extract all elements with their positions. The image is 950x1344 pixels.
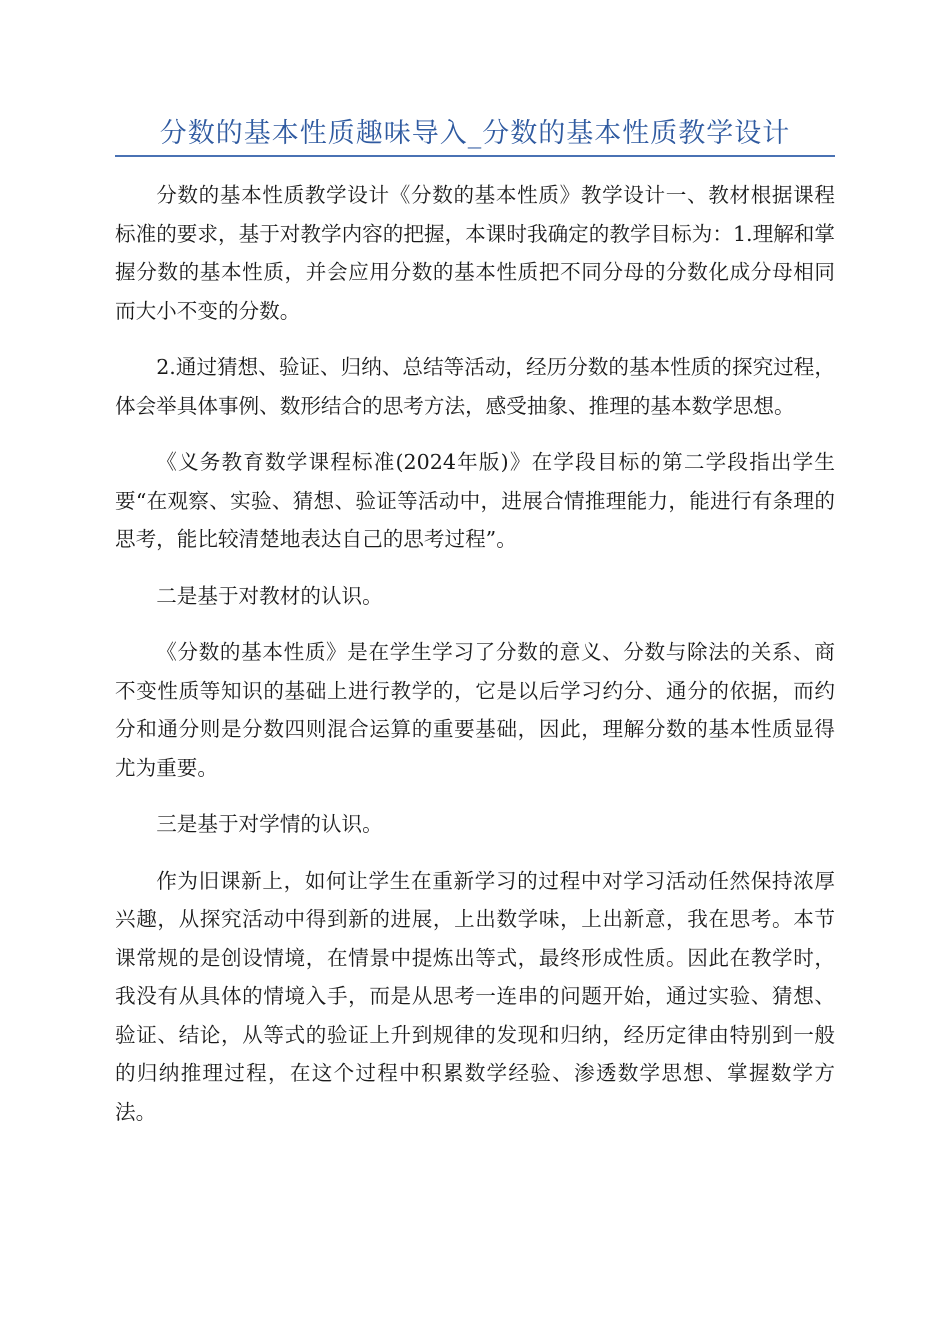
paragraph-3: 《义务教育数学课程标准(2024年版)》在学段目标的第二学段指出学生要“在观察、实验、猜想、验证等活动中，进展合情推理能力，能进行有条理的思考，能比较清楚地表达自己的思考过程”。 [115, 450, 835, 551]
paragraph-7: 作为旧课新上，如何让学生在重新学习的过程中对学习活动任然保持浓厚兴趣，从探究活动中得到新的进展，上出数学味，上出新意，我在思考。本节课常规的是创设情境，在情景中提炼出等式，最终形成性质。因此在教学时，我没有从具体的情境入手，而是从思考一连串的问题开始，通过实验、猜想、验证、结论，从等式的验证上升到规律的发现和归纳，经历定律由特别到一般的归纳推理过程，在这个过程中积累数学经验、渗透数学思想、掌握数学方法。 [115, 868, 835, 1124]
paragraph-1: 分数的基本性质教学设计《分数的基本性质》教学设计一、教材根据课程标准的要求，基于对教学内容的把握，本课时我确定的教学目标为：1.理解和掌握分数的基本性质，并会应用分数的基本性质把不同分母的分数化成分母相同而大小不变的分数。 [115, 183, 835, 323]
title-underline [115, 155, 835, 157]
document-body [115, 176, 835, 1149]
paragraph-2: 2.通过猜想、验证、归纳、总结等活动，经历分数的基本性质的探究过程，体会举具体事例、数形结合的思考方法，感受抽象、推理的基本数学思想。 [115, 355, 835, 418]
paragraph-5: 《分数的基本性质》是在学生学习了分数的意义、分数与除法的关系、商不变性质等知识的基础上进行教学的，它是以后学习约分、通分的依据，而约分和通分则是分数四则混合运算的重要基础，因此，理解分数的基本性质显得尤为重要。 [115, 640, 835, 780]
paragraph-4: 二是基于对教材的认识。 [156, 583, 383, 608]
paragraph-6: 三是基于对学情的认识。 [156, 812, 383, 836]
document-title: 分数的基本性质趣味导入_分数的基本性质教学设计 [159, 118, 791, 149]
